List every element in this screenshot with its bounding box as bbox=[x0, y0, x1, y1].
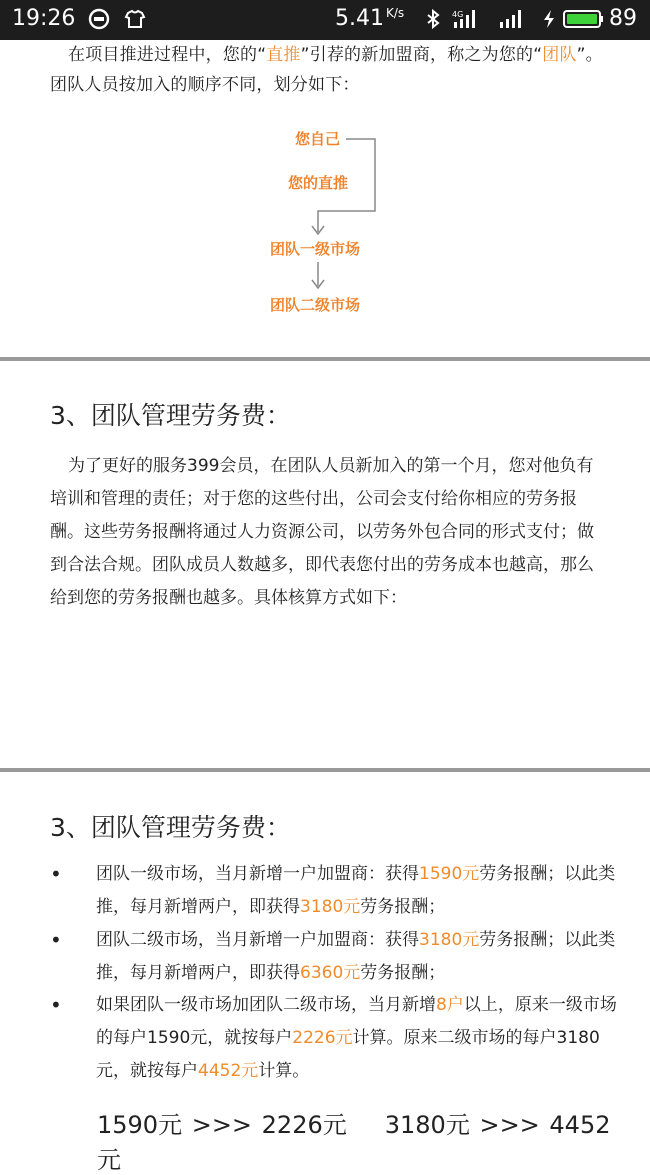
bullet-dot: • bbox=[50, 928, 62, 952]
bullet-text: 如果团队一级市场加团队二级市场，当月新增8户以上，原来一级市场的每户1590元，就按每户2226元计算。原来二级市场的每户3180元，就按每户4452元计算。 bbox=[96, 995, 617, 1081]
summary-level1: 1590元 >>> 2226元 bbox=[97, 1111, 347, 1139]
diagram-node-self: 您自己 bbox=[295, 130, 341, 148]
net-speed: 5.41 $^{K/s}$ bbox=[335, 6, 405, 31]
bullet-text: 团队一级市场，当月新增一户加盟商：获得1590元劳务报酬；以此类推，每月新增两户，即获得3180元劳务报酬； bbox=[96, 864, 616, 917]
section-title: 3、团队管理劳务费： bbox=[50, 401, 291, 430]
battery-level: 89 bbox=[609, 6, 637, 31]
diagram-node-direct: 您的直推 bbox=[288, 174, 349, 192]
section-title: 3、团队管理劳务费： bbox=[50, 813, 291, 842]
team-hierarchy-diagram bbox=[0, 0, 650, 360]
bullet-dot: • bbox=[50, 993, 62, 1017]
clock: 19:26 bbox=[12, 6, 76, 31]
fee-bullet-combined bbox=[50, 989, 620, 1088]
fee-summary bbox=[97, 1105, 650, 1175]
diagram-node-level2: 团队二级市场 bbox=[270, 296, 361, 314]
bullet-text: 团队二级市场，当月新增一户加盟商：获得3180元劳务报酬；以此类推，每月新增两户，即获得6360元劳务报酬； bbox=[96, 930, 616, 983]
fee-bullet-level2 bbox=[50, 924, 620, 990]
svg-text:4G: 4G bbox=[452, 10, 464, 19]
fee-description-paragraph: 为了更好的服务399会员，在团队人员新加入的第一个月，您对他负有培训和管理的责任；对于您的这些付出，公司会支付给你相应的劳务报酬。这些劳务报酬将通过人力资源公司，以劳务外包合同的形式支付；做到合法合规。团队成员人数越多，即代表您付出的劳务成本也越高，那么给到您的劳务报酬也越多。具体核算方式如下： bbox=[50, 456, 594, 608]
intro-paragraph: 在项目推进过程中，您的“直推”引荐的新加盟商，称之为您的“团队”。团队人员按加入的顺序不同，划分如下： bbox=[50, 45, 603, 95]
slide-divider bbox=[0, 768, 650, 772]
fee-bullet-level1 bbox=[50, 858, 620, 924]
slide-divider bbox=[0, 357, 650, 361]
bullet-dot: • bbox=[50, 862, 62, 886]
diagram-node-level1: 团队一级市场 bbox=[270, 240, 361, 258]
summary-level2: 3180元 >>> 4452元 bbox=[97, 1111, 611, 1174]
